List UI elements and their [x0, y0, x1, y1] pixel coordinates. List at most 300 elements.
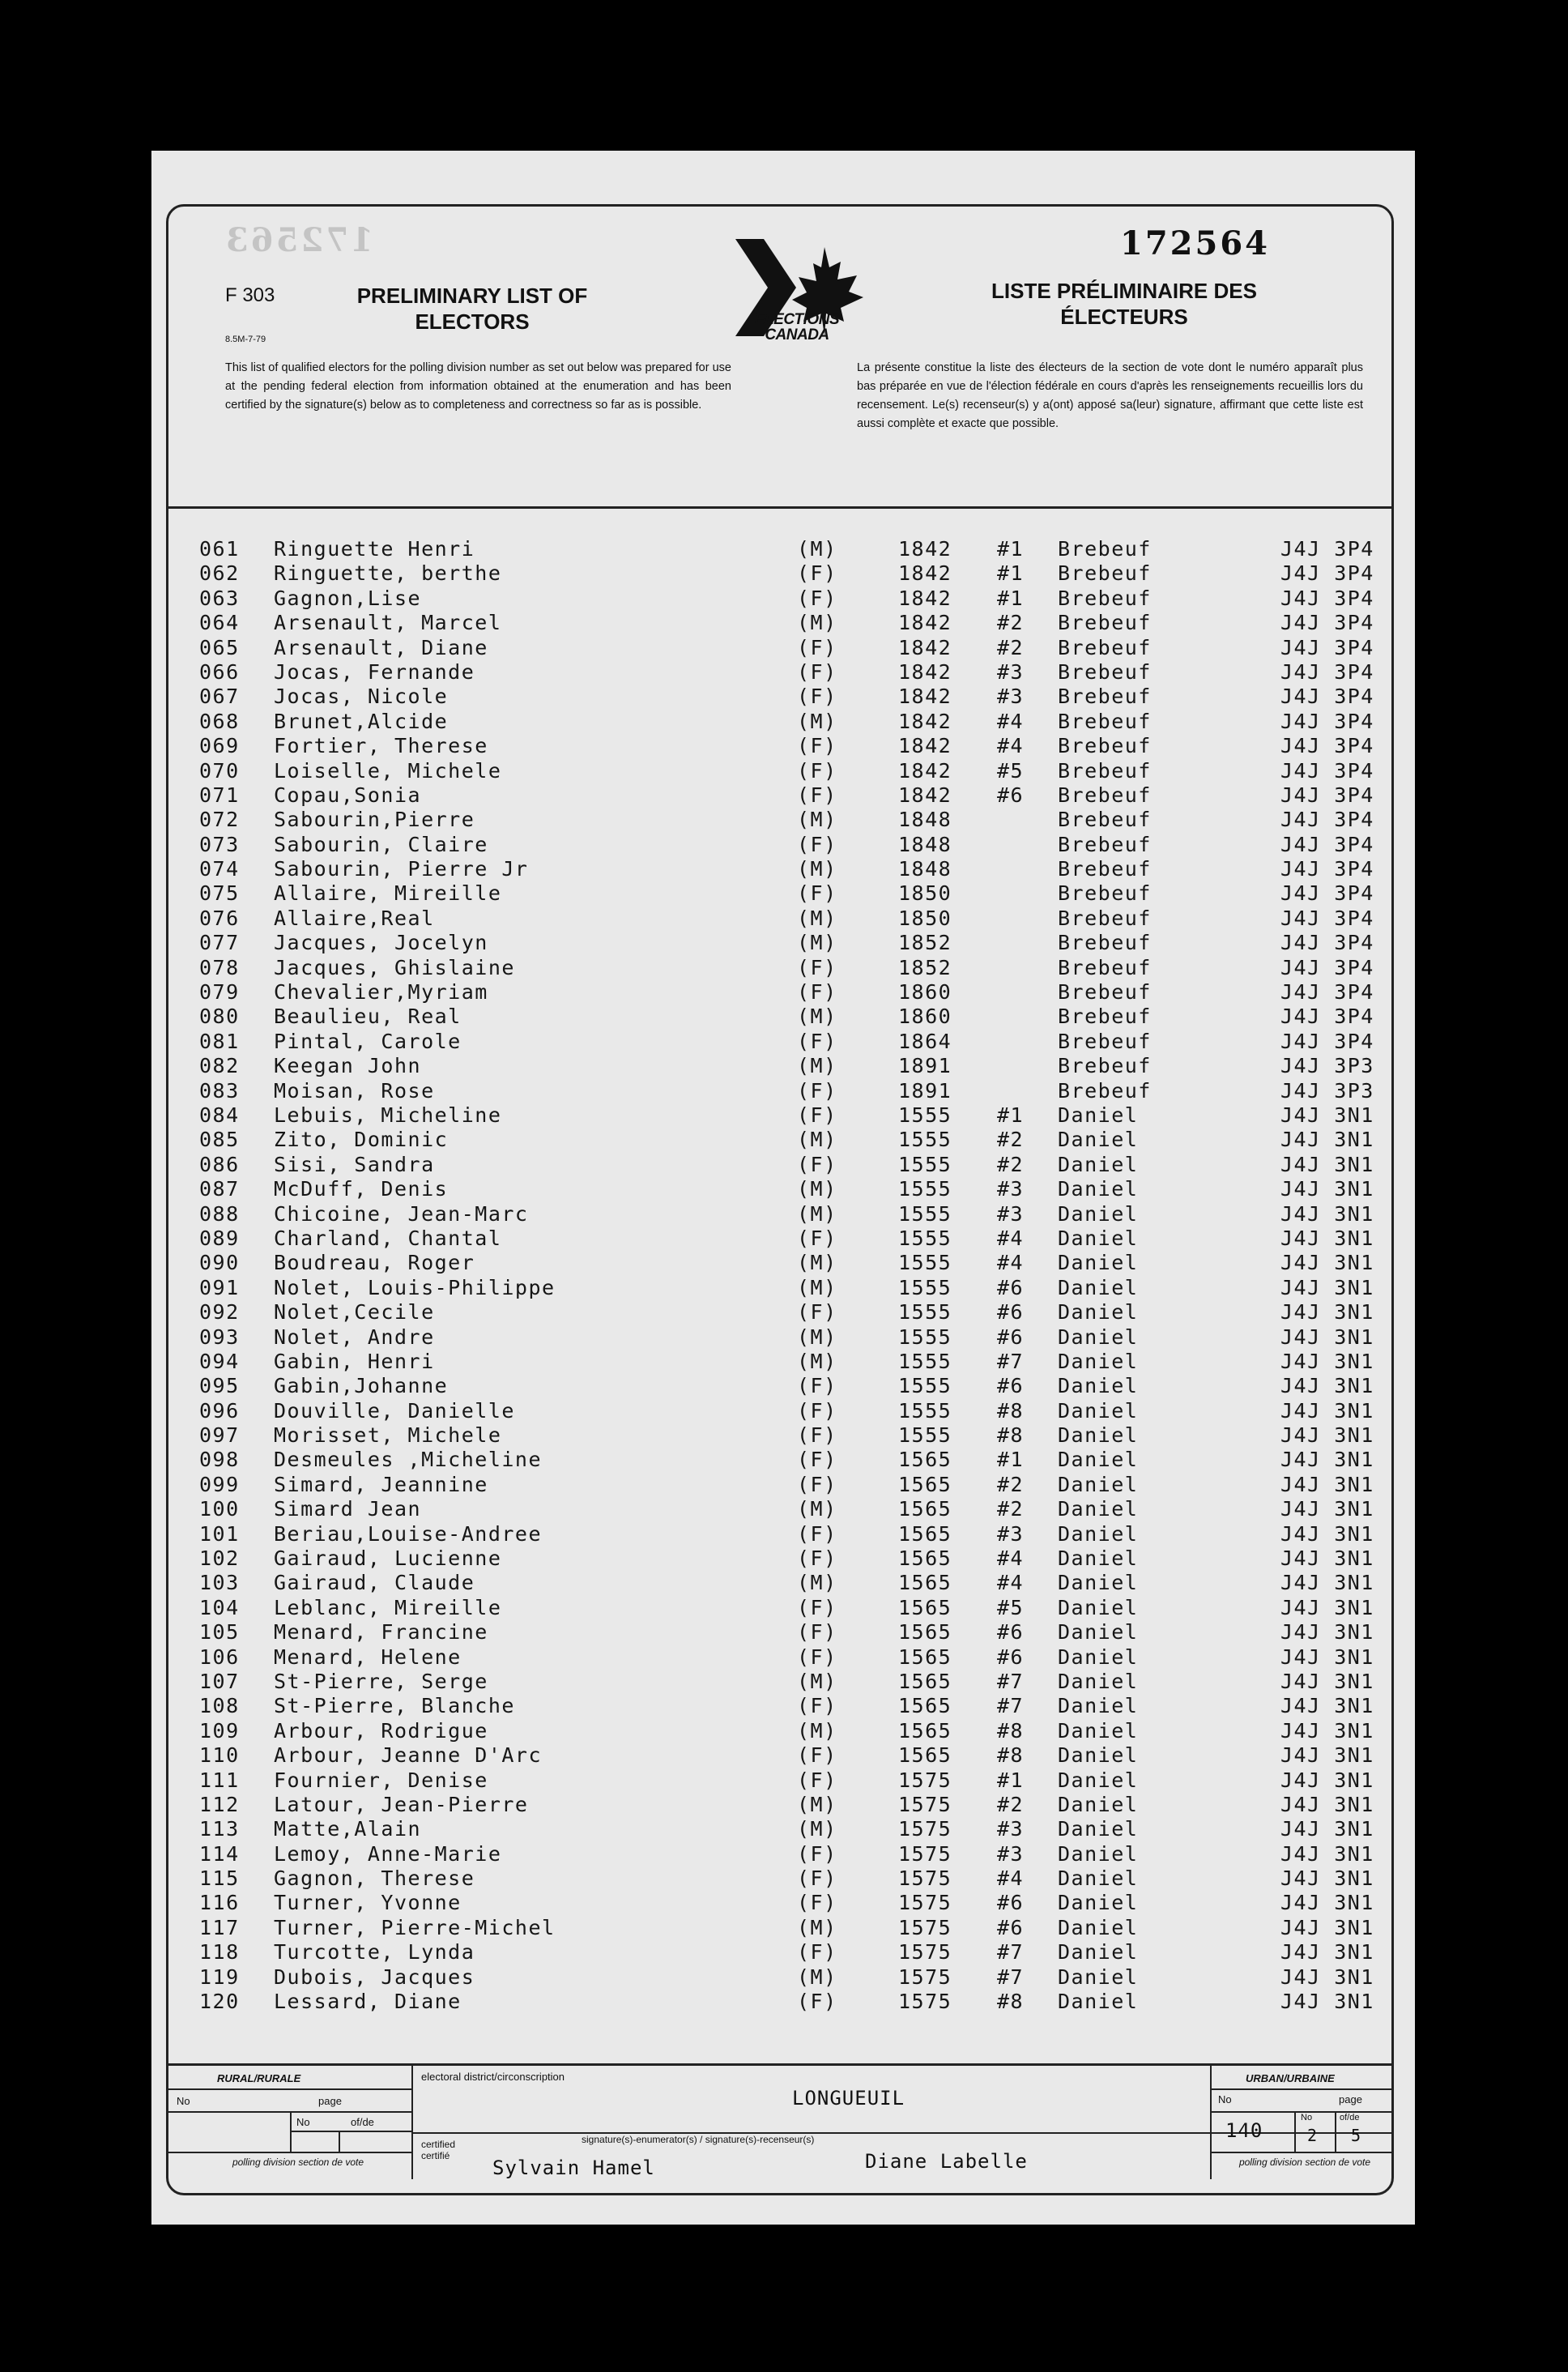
street-name: Daniel: [1058, 1128, 1139, 1152]
certified-label: certified certifié: [421, 2139, 456, 2161]
title-french: LISTE PRÉLIMINAIRE DES ÉLECTEURS: [991, 279, 1257, 329]
elector-name: Simard Jean: [274, 1497, 422, 1521]
street-number: 1555: [898, 1423, 952, 1448]
street-number: 1565: [898, 1521, 952, 1546]
elector-sex: (M): [797, 1005, 837, 1029]
elector-row: [199, 1940, 1394, 1965]
elector-name: Jocas, Nicole: [274, 685, 449, 709]
elector-row: [199, 1694, 1394, 1718]
urban-label: URBAN/URBAINE: [1246, 2072, 1335, 2084]
street-number: 1842: [898, 561, 952, 586]
elector-name: Sabourin, Pierre Jr: [274, 857, 529, 881]
street-name: Daniel: [1058, 1915, 1139, 1939]
apartment-number: #8: [997, 1990, 1025, 2014]
street-name: Daniel: [1058, 1620, 1139, 1645]
elector-name: Matte,Alain: [274, 1817, 422, 1841]
divider: [168, 2088, 411, 2090]
postal-code: J4J 3N1: [1280, 1521, 1374, 1546]
postal-code: J4J 3N1: [1280, 1841, 1374, 1866]
apartment-number: #6: [997, 1275, 1025, 1299]
elector-name: Loiselle, Michele: [274, 758, 502, 783]
postal-code: J4J 3P4: [1280, 659, 1374, 684]
postal-code: J4J 3N1: [1280, 1201, 1374, 1226]
apartment-number: #3: [997, 659, 1025, 684]
elector-sex: (M): [797, 1251, 837, 1275]
apartment-number: #6: [997, 1325, 1025, 1349]
elector-number: 103: [199, 1571, 240, 1595]
signature-label: signature(s)-enumerator(s) / signature(s)-recenseur(s): [582, 2134, 815, 2145]
postal-code: J4J 3N1: [1280, 1965, 1374, 1989]
postal-code: J4J 3P4: [1280, 906, 1374, 930]
street-number: 1555: [898, 1300, 952, 1325]
street-name: Brebeuf: [1058, 1054, 1152, 1078]
postal-code: J4J 3N1: [1280, 1940, 1374, 1965]
street-name: Brebeuf: [1058, 1005, 1152, 1029]
street-number: 1842: [898, 734, 952, 758]
apartment-number: #7: [997, 1694, 1025, 1718]
elector-number: 084: [199, 1103, 240, 1127]
street-name: Brebeuf: [1058, 832, 1152, 856]
street-number: 1565: [898, 1620, 952, 1645]
elector-sex: (F): [797, 1029, 837, 1053]
elector-row: [199, 1743, 1394, 1768]
street-name: Brebeuf: [1058, 906, 1152, 930]
elector-sex: (F): [797, 1743, 837, 1768]
postal-code: J4J 3N1: [1280, 1546, 1374, 1571]
elector-sex: (F): [797, 955, 837, 979]
street-number: 1565: [898, 1669, 952, 1693]
street-number: 1848: [898, 857, 952, 881]
street-number: 1565: [898, 1571, 952, 1595]
district-label: electoral district/circonscription: [421, 2071, 565, 2083]
serial-number: 172564: [1120, 224, 1270, 262]
elector-name: Leblanc, Mireille: [274, 1595, 502, 1619]
street-name: Daniel: [1058, 1669, 1139, 1693]
street-name: Daniel: [1058, 1251, 1139, 1275]
title-english: PRELIMINARY LIST OF ELECTORS: [356, 284, 588, 334]
street-name: Daniel: [1058, 1472, 1139, 1496]
elector-sex: (M): [797, 857, 837, 881]
postal-code: J4J 3N1: [1280, 1620, 1374, 1645]
elector-row: [199, 1768, 1394, 1793]
street-name: Brebeuf: [1058, 857, 1152, 881]
street-name: Daniel: [1058, 1571, 1139, 1595]
elector-name: Arbour, Rodrigue: [274, 1718, 488, 1743]
street-number: 1575: [898, 1866, 952, 1891]
elector-row: [199, 587, 1394, 611]
elector-name: Sisi, Sandra: [274, 1152, 435, 1176]
street-name: Daniel: [1058, 1349, 1139, 1373]
elector-row: [199, 1374, 1394, 1398]
polling-division-number: 140: [1225, 2119, 1263, 2142]
apartment-number: #4: [997, 1251, 1025, 1275]
elector-number: 079: [199, 980, 240, 1005]
elector-sex: (M): [797, 611, 837, 635]
street-name: Daniel: [1058, 1694, 1139, 1718]
elector-row: [199, 1153, 1394, 1177]
elector-number: 078: [199, 955, 240, 979]
apartment-number: #2: [997, 1472, 1025, 1496]
postal-code: J4J 3P4: [1280, 758, 1374, 783]
street-number: 1565: [898, 1718, 952, 1743]
elector-row: [199, 1793, 1394, 1817]
street-number: 1842: [898, 537, 952, 561]
elector-number: 105: [199, 1620, 240, 1645]
signature-2: Diane Labelle: [865, 2150, 1028, 2173]
elector-number: 109: [199, 1718, 240, 1743]
postal-code: J4J 3N1: [1280, 1571, 1374, 1595]
elector-sex: (F): [797, 1103, 837, 1127]
elector-row: [199, 1251, 1394, 1275]
elector-number: 114: [199, 1841, 240, 1866]
elector-row: [199, 833, 1394, 857]
elector-sex: (F): [797, 1300, 837, 1325]
elector-row: [199, 537, 1394, 561]
elector-name: Pintal, Carole: [274, 1029, 462, 1053]
elector-sex: (F): [797, 1374, 837, 1398]
street-name: Daniel: [1058, 1374, 1139, 1398]
apartment-number: #4: [997, 1226, 1025, 1250]
street-number: 1565: [898, 1595, 952, 1619]
postal-code: J4J 3N1: [1280, 1226, 1374, 1250]
street-number: 1860: [898, 1005, 952, 1029]
street-name: Brebeuf: [1058, 709, 1152, 733]
divider: [1335, 2111, 1336, 2152]
street-number: 1850: [898, 906, 952, 930]
street-name: Daniel: [1058, 1645, 1139, 1669]
elector-sex: (F): [797, 1398, 837, 1423]
street-name: Brebeuf: [1058, 586, 1152, 610]
elector-row: [199, 1128, 1394, 1152]
elector-sex: (M): [797, 1177, 837, 1201]
street-number: 1842: [898, 611, 952, 635]
signature-1: Sylvain Hamel: [492, 2157, 655, 2179]
street-number: 1555: [898, 1349, 952, 1373]
postal-code: J4J 3N1: [1280, 1718, 1374, 1743]
street-name: Daniel: [1058, 1103, 1139, 1127]
elector-number: 117: [199, 1915, 240, 1939]
elector-name: Menard, Helene: [274, 1645, 462, 1669]
elector-row: [199, 980, 1394, 1005]
elector-row: [199, 1596, 1394, 1620]
elector-row: [199, 1916, 1394, 1940]
street-number: 1891: [898, 1078, 952, 1103]
elector-name: Lessard, Diane: [274, 1990, 462, 2014]
elector-number: 087: [199, 1177, 240, 1201]
street-name: Daniel: [1058, 1841, 1139, 1866]
elector-name: Beriau,Louise-Andree: [274, 1521, 543, 1546]
apartment-number: #5: [997, 1595, 1025, 1619]
street-number: 1575: [898, 1841, 952, 1866]
street-number: 1555: [898, 1398, 952, 1423]
street-name: Brebeuf: [1058, 561, 1152, 586]
elector-name: Gagnon, Therese: [274, 1866, 475, 1891]
elector-number: 081: [199, 1029, 240, 1053]
elector-sex: (M): [797, 1497, 837, 1521]
apartment-number: #3: [997, 1841, 1025, 1866]
postal-code: J4J 3N1: [1280, 1595, 1374, 1619]
postal-code: J4J 3N1: [1280, 1152, 1374, 1176]
elector-sex: (F): [797, 1423, 837, 1448]
street-number: 1555: [898, 1275, 952, 1299]
elector-name: Nolet,Cecile: [274, 1300, 435, 1325]
apartment-number: #6: [997, 1891, 1025, 1915]
street-name: Brebeuf: [1058, 659, 1152, 684]
elector-number: 092: [199, 1300, 240, 1325]
elector-row: [199, 685, 1394, 709]
elector-name: Desmeules ,Micheline: [274, 1448, 543, 1472]
elector-sex: (M): [797, 1325, 837, 1349]
elector-row: [199, 1325, 1394, 1350]
postal-code: J4J 3P4: [1280, 980, 1374, 1005]
elector-row: [199, 1030, 1394, 1054]
apartment-number: #6: [997, 1915, 1025, 1939]
elector-name: Arsenault, Diane: [274, 635, 488, 659]
apartment-number: #2: [997, 1792, 1025, 1816]
street-number: 1891: [898, 1054, 952, 1078]
street-name: Brebeuf: [1058, 635, 1152, 659]
elector-sex: (M): [797, 1349, 837, 1373]
apartment-number: #4: [997, 1546, 1025, 1571]
street-name: Daniel: [1058, 1201, 1139, 1226]
postal-code: J4J 3P4: [1280, 635, 1374, 659]
page-total: 5: [1351, 2126, 1362, 2145]
postal-code: J4J 3P3: [1280, 1054, 1374, 1078]
street-name: Brebeuf: [1058, 881, 1152, 906]
elector-row: [199, 1497, 1394, 1521]
street-name: Daniel: [1058, 1325, 1139, 1349]
postal-code: J4J 3N1: [1280, 1128, 1374, 1152]
elector-number: 077: [199, 931, 240, 955]
elector-number: 090: [199, 1251, 240, 1275]
elector-sex: (M): [797, 709, 837, 733]
elector-sex: (M): [797, 1054, 837, 1078]
elector-sex: (M): [797, 537, 837, 561]
elector-name: Brunet,Alcide: [274, 709, 449, 733]
elector-name: Ringuette Henri: [274, 537, 475, 561]
postal-code: J4J 3P4: [1280, 1029, 1374, 1053]
elector-sex: (F): [797, 1620, 837, 1645]
elector-sex: (F): [797, 586, 837, 610]
elector-row: [199, 759, 1394, 783]
elector-row: [199, 1276, 1394, 1300]
elector-number: 108: [199, 1694, 240, 1718]
elector-sex: (F): [797, 1521, 837, 1546]
intro-french: La présente constitue la liste des électeurs de la section de vote dont le numéro apparaît plus bas préparée en vue de l'élection fédérale en cours d'après les renseignements recueillis lors du recensement. Le(s) recenseur(s) y a(ont) apposé sa(leur) signature, affirmant que cette liste est aussi complète et exacte que possible.: [857, 361, 1363, 430]
apartment-number: #4: [997, 734, 1025, 758]
elector-row: [199, 710, 1394, 734]
street-number: 1575: [898, 1965, 952, 1989]
elector-number: 073: [199, 832, 240, 856]
form-code: F 303: [225, 284, 275, 306]
elector-number: 120: [199, 1990, 240, 2014]
elector-number: 088: [199, 1201, 240, 1226]
elector-row: [199, 1670, 1394, 1694]
apartment-number: #8: [997, 1398, 1025, 1423]
postal-code: J4J 3P4: [1280, 611, 1374, 635]
divider: [168, 2152, 411, 2153]
elector-name: Arbour, Jeanne D'Arc: [274, 1743, 543, 1768]
elector-name: Lemoy, Anne-Marie: [274, 1841, 502, 1866]
rural-page-label: page: [318, 2095, 342, 2107]
elector-number: 085: [199, 1128, 240, 1152]
elector-number: 096: [199, 1398, 240, 1423]
apartment-number: #3: [997, 1817, 1025, 1841]
elector-row: [199, 734, 1394, 758]
street-name: Daniel: [1058, 1965, 1139, 1989]
postal-code: J4J 3P4: [1280, 931, 1374, 955]
postal-code: J4J 3N1: [1280, 1103, 1374, 1127]
elector-number: 097: [199, 1423, 240, 1448]
elector-row: [199, 1817, 1394, 1841]
street-number: 1864: [898, 1029, 952, 1053]
postal-code: J4J 3P4: [1280, 832, 1374, 856]
apartment-number: #3: [997, 685, 1025, 709]
apartment-number: #1: [997, 1103, 1025, 1127]
elector-row: [199, 1645, 1394, 1670]
postal-code: J4J 3P3: [1280, 1078, 1374, 1103]
elector-name: Gagnon,Lise: [274, 586, 422, 610]
street-number: 1565: [898, 1448, 952, 1472]
elector-name: Allaire,Real: [274, 906, 435, 930]
street-name: Daniel: [1058, 1275, 1139, 1299]
apartment-number: #2: [997, 635, 1025, 659]
postal-code: J4J 3N1: [1280, 1915, 1374, 1939]
apartment-number: #8: [997, 1718, 1025, 1743]
elector-number: 072: [199, 808, 240, 832]
apartment-number: #5: [997, 758, 1025, 783]
apartment-number: #7: [997, 1669, 1025, 1693]
rural-page-no-label: No: [296, 2116, 310, 2128]
elector-sex: (M): [797, 1817, 837, 1841]
apartment-number: #4: [997, 1866, 1025, 1891]
elector-name: Sabourin, Claire: [274, 832, 488, 856]
apartment-number: #2: [997, 1128, 1025, 1152]
street-number: 1565: [898, 1694, 952, 1718]
elector-number: 111: [199, 1768, 240, 1792]
elector-row: [199, 1866, 1394, 1891]
street-name: Daniel: [1058, 1891, 1139, 1915]
street-number: 1575: [898, 1940, 952, 1965]
street-number: 1575: [898, 1792, 952, 1816]
elector-sex: (F): [797, 1940, 837, 1965]
elector-name: Boudreau, Roger: [274, 1251, 475, 1275]
apartment-number: #3: [997, 1177, 1025, 1201]
elector-number: 076: [199, 906, 240, 930]
street-name: Daniel: [1058, 1448, 1139, 1472]
elector-sex: (M): [797, 931, 837, 955]
apartment-number: #2: [997, 1152, 1025, 1176]
elector-name: Moisan, Rose: [274, 1078, 435, 1103]
postal-code: J4J 3N1: [1280, 1669, 1374, 1693]
elector-sex: (F): [797, 980, 837, 1005]
street-number: 1850: [898, 881, 952, 906]
street-name: Daniel: [1058, 1521, 1139, 1546]
elector-sex: (M): [797, 1201, 837, 1226]
street-number: 1575: [898, 1768, 952, 1792]
street-number: 1842: [898, 635, 952, 659]
district-value: LONGUEUIL: [792, 2087, 905, 2110]
elector-number: 070: [199, 758, 240, 783]
street-name: Daniel: [1058, 1940, 1139, 1965]
postal-code: J4J 3N1: [1280, 1275, 1374, 1299]
urban-of-label: of/de: [1340, 2113, 1360, 2122]
divider: [290, 2131, 411, 2132]
elector-sex: (M): [797, 1571, 837, 1595]
urban-polling-division-label: polling division section de vote: [1238, 2157, 1371, 2168]
street-number: 1842: [898, 586, 952, 610]
elector-number: 086: [199, 1152, 240, 1176]
elector-row: [199, 1399, 1394, 1423]
street-name: Brebeuf: [1058, 783, 1152, 807]
elector-name: Turner, Pierre-Michel: [274, 1915, 556, 1939]
street-name: Brebeuf: [1058, 734, 1152, 758]
elector-sex: (F): [797, 1768, 837, 1792]
apartment-number: #6: [997, 1620, 1025, 1645]
street-number: 1555: [898, 1128, 952, 1152]
elector-sex: (M): [797, 1792, 837, 1816]
elector-number: 119: [199, 1965, 240, 1989]
elector-row: [199, 1719, 1394, 1743]
elector-number: 115: [199, 1866, 240, 1891]
postal-code: J4J 3N1: [1280, 1497, 1374, 1521]
elector-number: 098: [199, 1448, 240, 1472]
elector-name: Beaulieu, Real: [274, 1005, 462, 1029]
apartment-number: #3: [997, 1201, 1025, 1226]
postal-code: J4J 3N1: [1280, 1448, 1374, 1472]
urban-page-label: page: [1339, 2093, 1362, 2105]
elector-name: Zito, Dominic: [274, 1128, 449, 1152]
elector-sex: (M): [797, 1718, 837, 1743]
apartment-number: #7: [997, 1349, 1025, 1373]
apartment-number: #2: [997, 611, 1025, 635]
elector-sex: (F): [797, 561, 837, 586]
logo-text-line2: CANADA: [765, 326, 829, 343]
postal-code: J4J 3P4: [1280, 783, 1374, 807]
rural-label: RURAL/RURALE: [217, 2072, 301, 2084]
elector-row: [199, 956, 1394, 980]
elector-name: Gairaud, Lucienne: [274, 1546, 502, 1571]
street-name: Daniel: [1058, 1817, 1139, 1841]
elector-name: Jacques, Jocelyn: [274, 931, 488, 955]
elector-sex: (F): [797, 685, 837, 709]
postal-code: J4J 3P4: [1280, 685, 1374, 709]
apartment-number: #1: [997, 1768, 1025, 1792]
elector-number: 118: [199, 1940, 240, 1965]
elector-row: [199, 1965, 1394, 1990]
street-name: Brebeuf: [1058, 1029, 1152, 1053]
apartment-number: #2: [997, 1497, 1025, 1521]
street-name: Daniel: [1058, 1226, 1139, 1250]
street-name: Brebeuf: [1058, 1078, 1152, 1103]
elector-row: [199, 783, 1394, 808]
postal-code: J4J 3N1: [1280, 1866, 1374, 1891]
postal-code: J4J 3N1: [1280, 1251, 1374, 1275]
street-name: Daniel: [1058, 1768, 1139, 1792]
postal-code: J4J 3N1: [1280, 1792, 1374, 1816]
street-name: Daniel: [1058, 1497, 1139, 1521]
elector-number: 093: [199, 1325, 240, 1349]
street-number: 1575: [898, 1817, 952, 1841]
street-number: 1842: [898, 659, 952, 684]
street-number: 1852: [898, 955, 952, 979]
postal-code: J4J 3N1: [1280, 1768, 1374, 1792]
street-number: 1565: [898, 1497, 952, 1521]
elector-row: [199, 611, 1394, 635]
elector-number: 110: [199, 1743, 240, 1768]
apartment-number: #6: [997, 1374, 1025, 1398]
elector-name: Dubois, Jacques: [274, 1965, 475, 1989]
